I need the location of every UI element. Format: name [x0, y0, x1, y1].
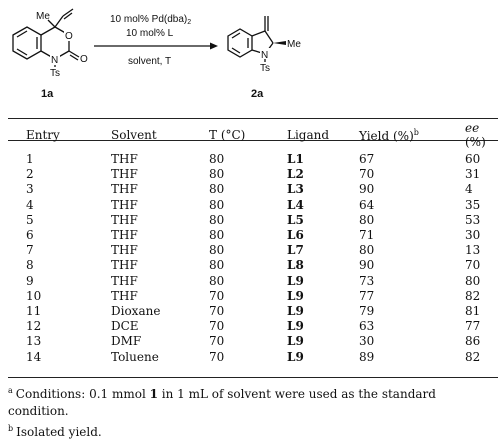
table-row: [8, 350, 498, 365]
cell-entry: 14: [26, 349, 42, 364]
cell-solvent: THF: [111, 167, 138, 182]
cell-yield: 77: [359, 288, 375, 303]
cell-yield: 70: [359, 167, 375, 182]
cell-entry: 3: [26, 182, 34, 197]
cell-entry: 2: [26, 167, 34, 182]
cell-entry: 9: [26, 273, 34, 288]
cell-temperature: 80: [209, 212, 225, 227]
table-body: [8, 149, 498, 365]
table-row: [8, 319, 498, 334]
cell-ligand: L2: [287, 167, 304, 182]
condition-ligand: 10 mol% L: [126, 28, 174, 39]
cell-ee: 77: [465, 319, 481, 334]
table-row: [8, 198, 498, 213]
cell-entry: 7: [26, 243, 34, 258]
table-bottom-rule: [8, 377, 498, 378]
cell-yield: 79: [359, 304, 375, 319]
footnote-b: $^b$ Isolated yield.: [8, 424, 102, 439]
cell-solvent: DCE: [111, 319, 139, 334]
cell-temperature: 80: [209, 152, 225, 166]
cell-ee: 4: [465, 182, 473, 197]
cell-temperature: 70: [209, 349, 225, 364]
cell-entry: 4: [26, 197, 34, 212]
cell-ee: 80: [465, 273, 481, 288]
header-solvent: Solvent: [111, 128, 157, 142]
cell-ee: 82: [465, 349, 481, 364]
cell-solvent: THF: [111, 243, 138, 258]
cell-yield: 80: [359, 212, 375, 227]
table-row: [8, 228, 498, 243]
table-row: [8, 258, 498, 273]
cell-solvent: THF: [111, 258, 138, 273]
cell-entry: 6: [26, 228, 34, 243]
table-row: [8, 182, 498, 197]
cell-yield: 67: [359, 152, 375, 166]
cell-solvent: THF: [111, 228, 138, 243]
cell-entry: 1: [26, 152, 34, 166]
cell-temperature: 70: [209, 288, 225, 303]
cell-temperature: 80: [209, 182, 225, 197]
cell-ligand: L9: [287, 304, 304, 319]
header-ee: ee (%): [465, 121, 486, 149]
cell-ligand: L4: [287, 197, 304, 212]
cell-ee: 81: [465, 304, 481, 319]
cell-ligand: L8: [287, 258, 304, 273]
cell-solvent: Toluene: [111, 349, 159, 364]
cell-solvent: Dioxane: [111, 304, 161, 319]
cell-yield: 73: [359, 273, 375, 288]
header-yield: Yield (%)$^b$: [359, 127, 419, 143]
cell-temperature: 70: [209, 304, 225, 319]
cell-ligand: L7: [287, 243, 304, 258]
product-n-atom: N: [261, 50, 269, 61]
cell-entry: 5: [26, 212, 34, 227]
cell-ee: 13: [465, 243, 481, 258]
product-label: 2a: [251, 88, 264, 100]
substrate-label: 1a: [41, 88, 54, 100]
header-entry: Entry: [26, 128, 60, 142]
cell-solvent: THF: [111, 152, 138, 166]
cell-ee: 30: [465, 228, 481, 243]
table-row: [8, 213, 498, 228]
cell-yield: 89: [359, 349, 375, 364]
table-header-row: [8, 121, 498, 149]
condition-catalyst: 10 mol% $Pd(dba)_2$: [110, 14, 192, 26]
cell-ee: 53: [465, 212, 481, 227]
cell-temperature: 70: [209, 319, 225, 334]
cell-solvent: THF: [111, 288, 138, 303]
cell-entry: 10: [26, 288, 42, 303]
substrate-carbonyl-o: O: [80, 54, 88, 65]
cell-yield: 30: [359, 334, 375, 349]
cell-entry: 8: [26, 258, 34, 273]
cell-temperature: 80: [209, 273, 225, 288]
cell-solvent: THF: [111, 182, 138, 197]
cell-temperature: 80: [209, 167, 225, 182]
footnotes: [8, 382, 498, 441]
substrate-o-atom: O: [65, 31, 73, 42]
cell-ee: 86: [465, 334, 481, 349]
cell-yield: 90: [359, 258, 375, 273]
cell-ligand: L6: [287, 228, 304, 243]
condition-solvent-temp: solvent, T: [128, 56, 172, 67]
cell-entry: 11: [26, 304, 42, 319]
cell-yield: 80: [359, 243, 375, 258]
cell-ligand: L9: [287, 273, 304, 288]
cell-temperature: 80: [209, 258, 225, 273]
results-table: [8, 121, 498, 365]
table-row: [8, 334, 498, 349]
footnote-a: $^a$ Conditions: 0.1 mmol 1 in 1 mL of solvent were used as the standard condition.: [8, 386, 436, 418]
product-ts: Ts: [260, 63, 270, 74]
stereo-wedge: [273, 41, 286, 45]
substrate-ts: Ts: [50, 68, 60, 79]
product-methyl: Me: [287, 39, 301, 50]
substrate-n-atom: N: [51, 55, 59, 66]
cell-temperature: 70: [209, 334, 225, 349]
cell-yield: 64: [359, 197, 375, 212]
cell-temperature: 80: [209, 243, 225, 258]
table-row: [8, 167, 498, 182]
cell-ee: 70: [465, 258, 481, 273]
table-row: [8, 304, 498, 319]
cell-solvent: DMF: [111, 334, 142, 349]
cell-temperature: 80: [209, 197, 225, 212]
cell-ligand: L9: [287, 334, 304, 349]
substrate-methyl: Me: [36, 11, 50, 22]
cell-ee: 31: [465, 167, 481, 182]
arrow-head: [210, 43, 218, 50]
cell-temperature: 80: [209, 228, 225, 243]
cell-solvent: THF: [111, 212, 138, 227]
cell-ligand: L3: [287, 182, 304, 197]
cell-ee: 82: [465, 288, 481, 303]
cell-ee: 60: [465, 152, 481, 166]
cell-yield: 71: [359, 228, 375, 243]
cell-yield: 63: [359, 319, 375, 334]
cell-ligand: L9: [287, 319, 304, 334]
table-row: [8, 149, 498, 167]
cell-ligand: L9: [287, 288, 304, 303]
cell-entry: 13: [26, 334, 42, 349]
header-temperature: T (°C): [209, 128, 246, 142]
reaction-scheme: [0, 0, 503, 108]
cell-ligand: L1: [287, 152, 304, 166]
cell-ee: 35: [465, 197, 481, 212]
table-top-rule: [8, 118, 498, 119]
header-ligand: Ligand: [287, 128, 330, 142]
cell-yield: 90: [359, 182, 375, 197]
table-row: [8, 243, 498, 258]
cell-solvent: THF: [111, 273, 138, 288]
cell-ligand: L9: [287, 349, 304, 364]
cell-ligand: L5: [287, 212, 304, 227]
table-row: [8, 274, 498, 289]
table-row: [8, 289, 498, 304]
cell-entry: 12: [26, 319, 42, 334]
cell-solvent: THF: [111, 197, 138, 212]
